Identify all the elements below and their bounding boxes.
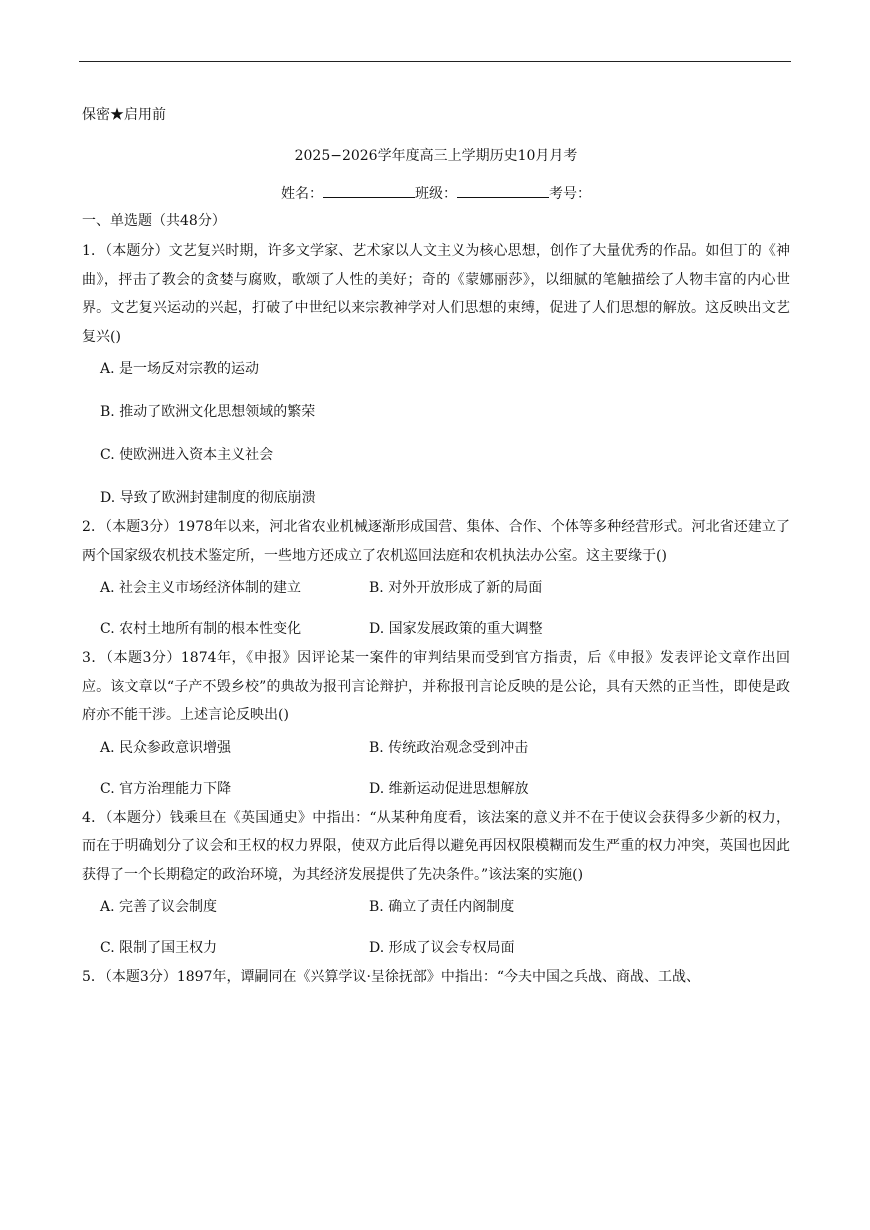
question-options [82,577,790,640]
option-d: D. 国家发展政策的重大调整 [369,621,543,637]
option-c: C. 官方治理能力下降 [100,780,232,797]
option-row [100,737,790,759]
option-b: B. 确立了责任内阁制度 [369,899,515,915]
question-4 [82,804,790,960]
exam-title: 2025−2026学年度高三上学期历史10月月考 [294,148,578,164]
class-blank [457,183,549,198]
option-d: D. 维新运动促进思想解放 [369,780,529,797]
option-row [100,937,790,959]
question-1 [82,237,790,509]
option-b: B. 推动了欧洲文化思想领域的繁荣 [100,404,316,420]
option-b: B. 对外开放形成了新的局面 [369,580,543,596]
option-a: A. 完善了议会制度 [100,899,218,915]
question-2 [82,513,790,640]
name-blank [323,183,415,198]
option-row [100,896,790,918]
question-5 [82,963,790,992]
option-a: A. 民众参政意识增强 [100,739,232,756]
option-c: C. 限制了国王权力 [100,940,218,956]
question-options [82,737,790,800]
option-d: D. 导致了欧洲封建制度的彻底崩溃 [100,490,316,506]
option-d: D. 形成了议会专权局面 [369,940,515,956]
question-options [82,896,790,959]
option-c: C. 使欧洲进入资本主义社会 [100,447,274,463]
option-a: A. 是一场反对宗教的运动 [100,361,260,377]
header-rule [79,61,791,62]
option-row [100,778,790,800]
secret-label: 保密★启用前 [82,107,166,123]
question-stem: 5．（本题3分）1897年，谭嗣同在《兴算学议·呈徐抚部》中指出：“今夫中国之兵战、商战、工战、 [82,969,701,985]
question-stem: 2．（本题3分）1978年以来，河北省农业机械逐渐形成国营、集体、合作、个体等多种经营形式。河北省还建立了两个国家级农机技术鉴定所，一些地方还成立了农机巡回法庭和农机执法办公室。这主要缘于() [82,519,790,564]
option-b: B. 传统政治观念受到冲击 [369,739,529,756]
question-stem: 1．（本题分）文艺复兴时期，许多文学家、艺术家以人文主义为核心思想，创作了大量优秀的作品。如但丁的《神曲》，抨击了教会的贪婪与腐败，歌颂了人性的美好；奇的《蒙娜丽莎》，以细腻的笔触描绘了人物丰富的内心世界。文艺复兴运动的兴起，打破了中世纪以来宗教神学对人们思想的束缚，促进了人们思想的解放。这反映出文艺复兴() [82,243,790,345]
name-label: 姓名： [281,186,323,202]
section-title: 一、单选题（共48分） [82,213,226,229]
document-content [82,104,790,999]
question-3 [82,644,790,800]
option-row [100,577,790,599]
option-row [100,618,790,640]
question-options [82,358,790,509]
question-stem: 3．（本题3分）1874年，《申报》因评论某一案件的审判结果而受到官方指责，后《申报》发表评论文章作出回应。该文章以“子产不毁乡校”的典故为报刊言论辩护，并称报刊言论反映的是公论，具有天然的正当性，即使是政府亦不能干涉。上述言论反映出() [82,650,790,723]
option-a: A. 社会主义市场经济体制的建立 [100,580,302,596]
exam-no-label: 考号： [549,186,591,202]
question-stem: 4．（本题分）钱乘旦在《英国通史》中指出：“从某种角度看，该法案的意义并不在于使议会获得多少新的权力，而在于明确划分了议会和王权的权力界限，使双方此后得以避免再因权限模糊而发生严重的权力冲突，英国也因此获得了一个长期稳定的政治环境，为其经济发展提供了先决条件。”该法案的实施() [82,809,790,883]
class-label: 班级： [415,186,457,202]
student-info-line [82,183,790,205]
option-c: C. 农村土地所有制的根本性变化 [100,621,302,637]
